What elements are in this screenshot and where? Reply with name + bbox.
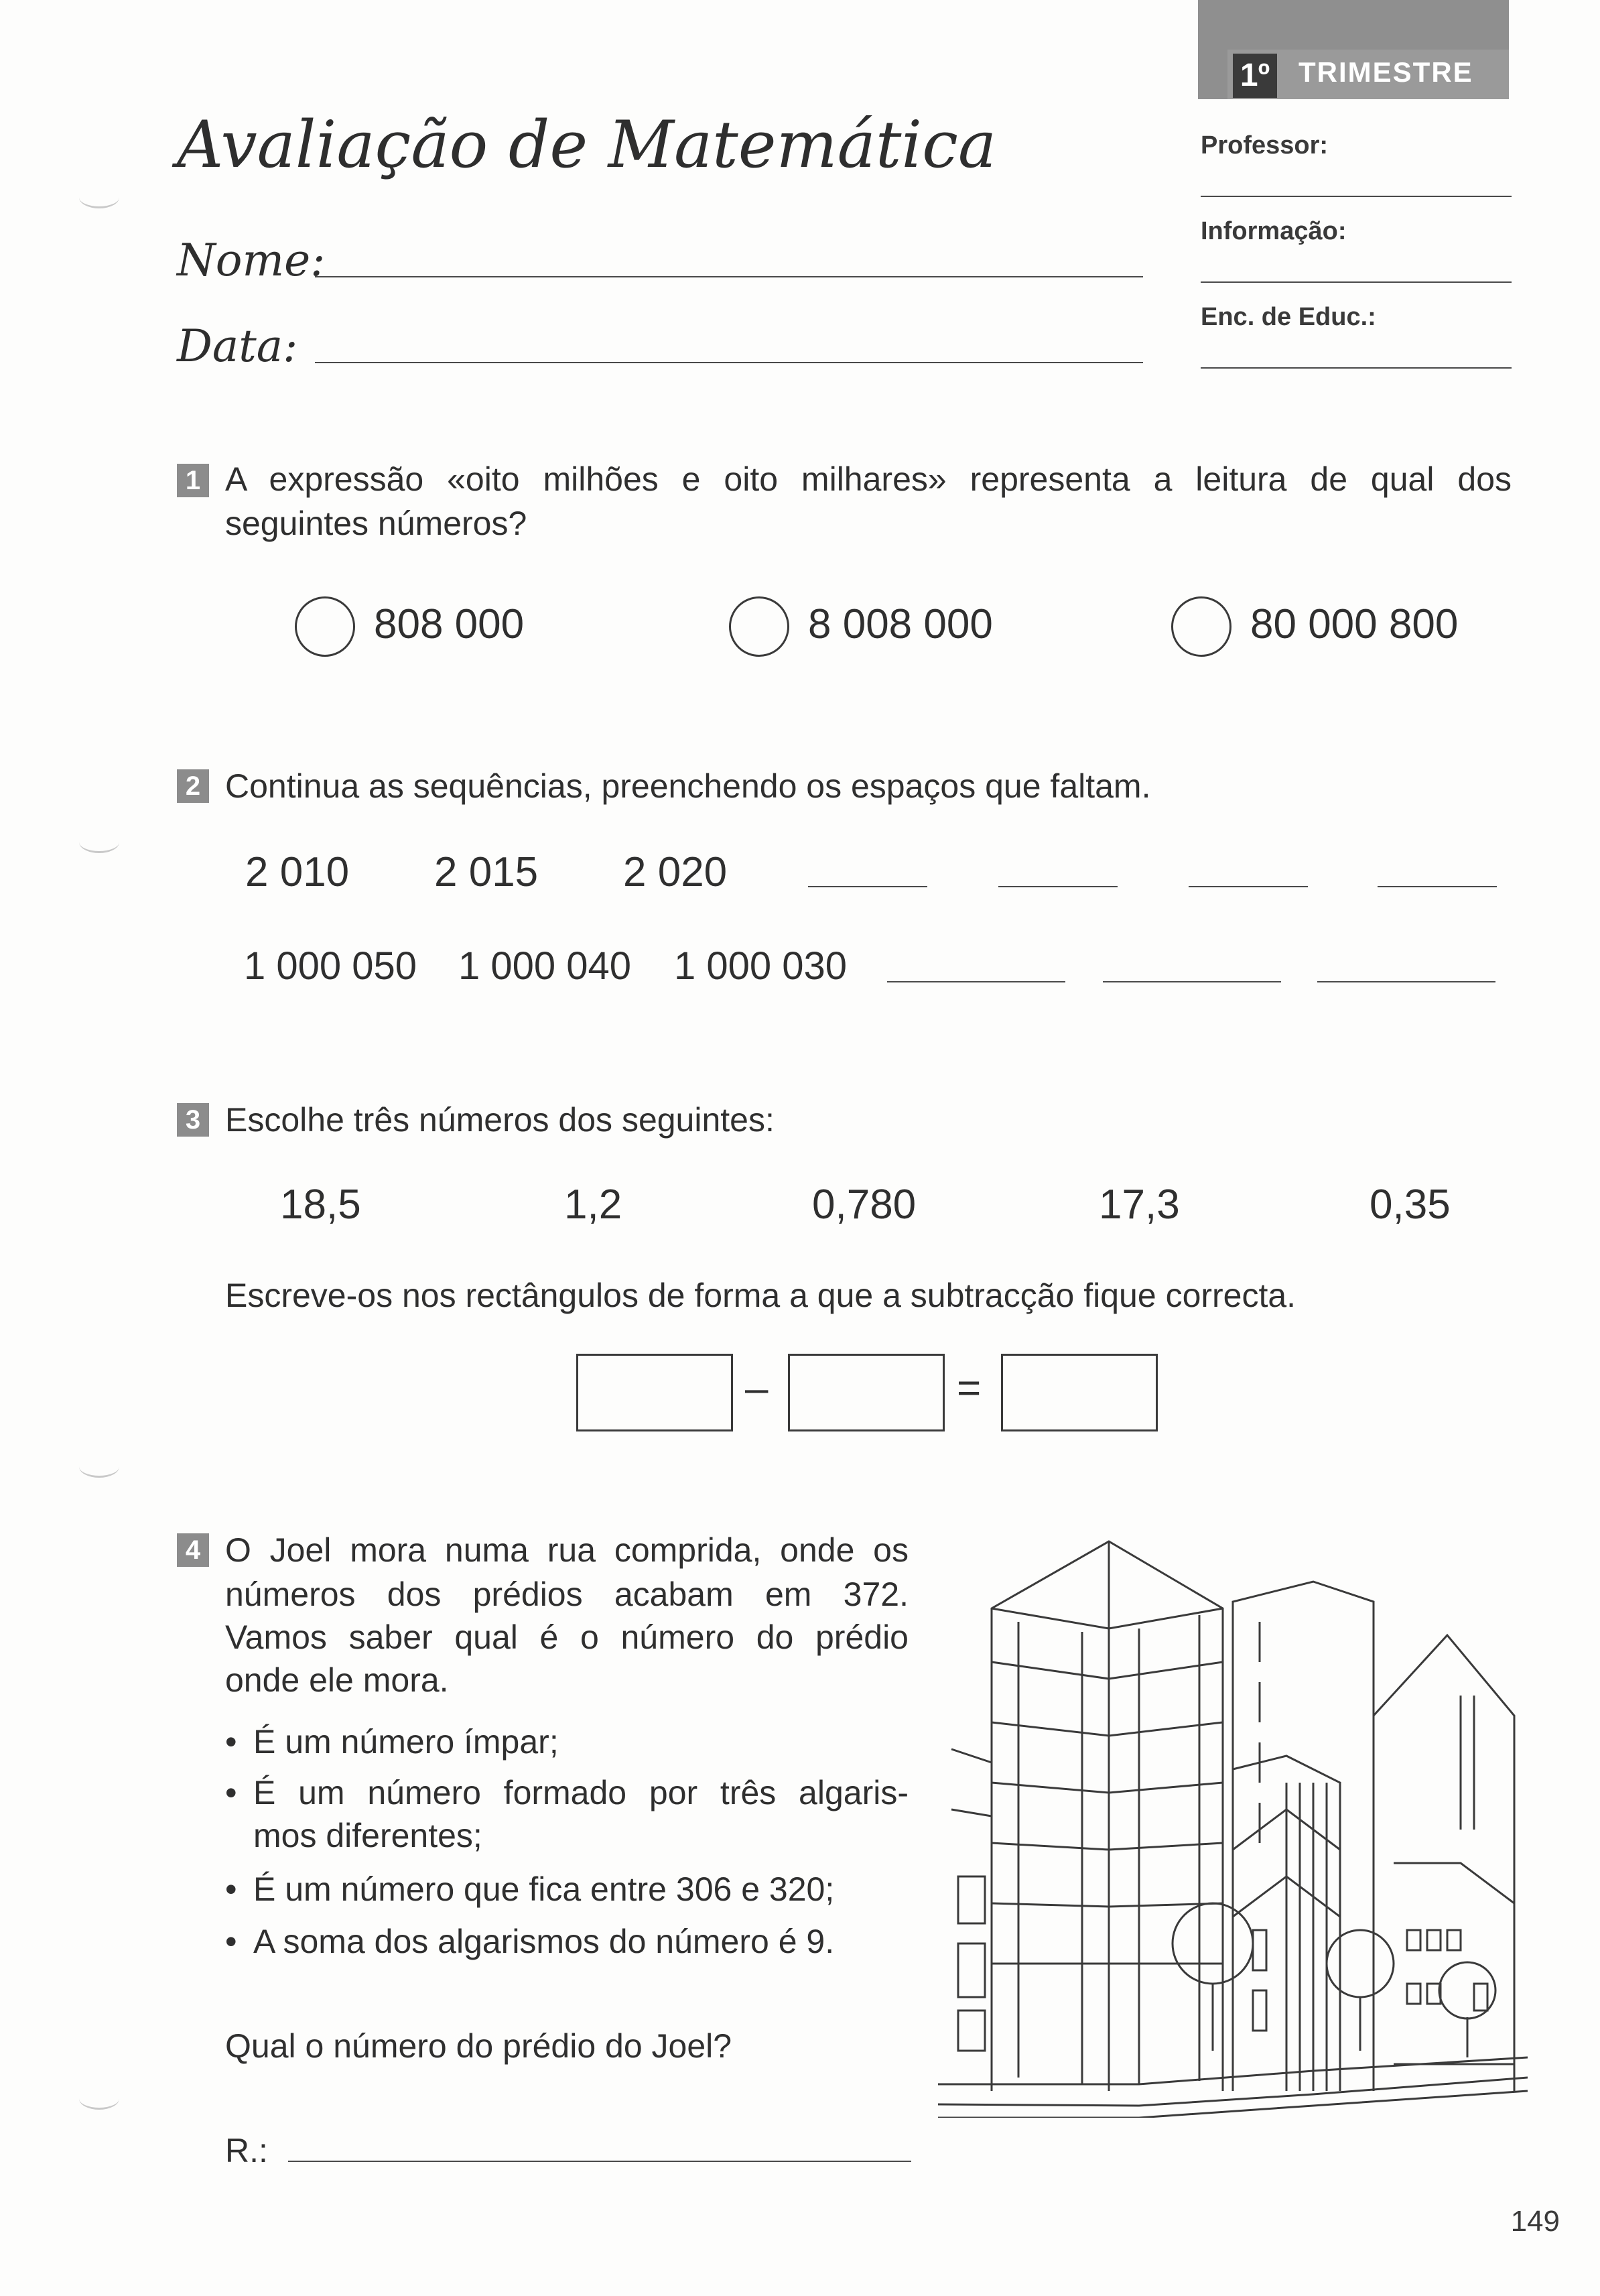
question-4-text-line: números dos prédios acabam em 372. — [225, 1576, 909, 1613]
question-1-number: 1 — [177, 464, 209, 497]
answer-label: R.: — [225, 2132, 268, 2169]
binder-hole-mark — [79, 1456, 119, 1478]
option-label: 8 008 000 — [808, 601, 993, 647]
question-4-number: 4 — [177, 1533, 209, 1567]
question-2-number: 2 — [177, 769, 209, 803]
bullet-marker: • — [225, 1723, 237, 1761]
sequence-2-blank[interactable] — [1317, 981, 1495, 982]
binder-hole-mark — [79, 186, 119, 208]
sequence-2-value: 1 000 030 — [674, 944, 848, 988]
equals-sign: = — [957, 1365, 982, 1411]
clue-item: É um número ímpar; — [253, 1723, 559, 1761]
trimester-number: 1º — [1233, 54, 1277, 98]
option-radio[interactable] — [295, 596, 355, 657]
minus-sign: – — [745, 1365, 769, 1411]
trimester-tab — [1198, 0, 1509, 99]
choice-number: 17,3 — [1099, 1182, 1180, 1228]
page-title: Avaliação de Matemática — [177, 107, 997, 182]
answer-box-result[interactable] — [1001, 1354, 1158, 1431]
question-4-text-line: Vamos saber qual é o número do prédio — [225, 1618, 909, 1656]
question-4-text-line: onde ele mora. — [225, 1661, 449, 1699]
answer-box-subtrahend[interactable] — [788, 1354, 945, 1431]
bullet-marker: • — [225, 1870, 237, 1908]
question-3-text: Escolhe três números dos seguintes: — [225, 1101, 775, 1139]
sequence-1-blank[interactable] — [1189, 886, 1308, 887]
enc-educ-label: Enc. de Educ.: — [1201, 303, 1376, 331]
binder-hole-mark — [79, 831, 119, 853]
bullet-marker: • — [225, 1774, 237, 1811]
choice-number: 0,35 — [1370, 1182, 1451, 1228]
option-label: 80 000 800 — [1250, 601, 1459, 647]
professor-field[interactable] — [1201, 196, 1512, 197]
sequence-1-value: 2 010 — [245, 849, 350, 895]
choice-number: 1,2 — [564, 1182, 622, 1228]
question-1-text-line2: seguintes números? — [225, 505, 527, 542]
question-3-instruction: Escreve-os nos rectângulos de forma a que a subtracção fique correcta. — [225, 1277, 1296, 1314]
option-radio[interactable] — [1171, 596, 1231, 657]
question-3-number: 3 — [177, 1103, 209, 1137]
sequence-2-value: 1 000 050 — [244, 944, 417, 988]
trimester-label: TRIMESTRE — [1298, 56, 1473, 88]
informacao-field[interactable] — [1201, 281, 1512, 283]
question-2-text: Continua as sequências, preenchendo os espaços que faltam. — [225, 767, 1151, 805]
clue-item-continued: mos diferentes; — [253, 1817, 482, 1854]
nome-label: Nome: — [177, 235, 326, 286]
clue-item: É um número formado por três algaris- — [253, 1774, 909, 1811]
sequence-1-blank[interactable] — [1378, 886, 1497, 887]
answer-box-minuend[interactable] — [576, 1354, 733, 1431]
sequence-2-blank[interactable] — [887, 981, 1065, 982]
data-label: Data: — [177, 320, 298, 372]
option-radio[interactable] — [729, 596, 789, 657]
sequence-2-value: 1 000 040 — [458, 944, 632, 988]
question-4-prompt: Qual o número do prédio do Joel? — [225, 2027, 732, 2065]
choice-number: 18,5 — [280, 1182, 361, 1228]
option-label: 808 000 — [374, 601, 525, 647]
data-field[interactable] — [315, 362, 1143, 363]
answer-field[interactable] — [288, 2161, 911, 2162]
sequence-1-blank[interactable] — [998, 886, 1118, 887]
professor-label: Professor: — [1201, 131, 1329, 160]
clue-item: A soma dos algarismos do número é 9. — [253, 1923, 835, 1960]
informacao-label: Informação: — [1201, 217, 1347, 245]
city-buildings-illustration — [938, 1528, 1528, 2118]
clue-item: É um número que fica entre 306 e 320; — [253, 1870, 835, 1908]
nome-field[interactable] — [315, 276, 1143, 277]
binder-hole-mark — [79, 2088, 119, 2110]
choice-number: 0,780 — [812, 1182, 917, 1228]
question-4-text-line: O Joel mora numa rua comprida, onde os — [225, 1531, 909, 1569]
bullet-marker: • — [225, 1923, 237, 1960]
sequence-2-blank[interactable] — [1103, 981, 1281, 982]
sequence-1-value: 2 020 — [623, 849, 728, 895]
enc-educ-field[interactable] — [1201, 367, 1512, 369]
sequence-1-value: 2 015 — [434, 849, 539, 895]
question-1-text-line1: A expressão «oito milhões e oito milhares» representa a leitura de qual dos — [225, 460, 1512, 498]
sequence-1-blank[interactable] — [808, 886, 927, 887]
page-number: 149 — [1510, 2205, 1560, 2238]
